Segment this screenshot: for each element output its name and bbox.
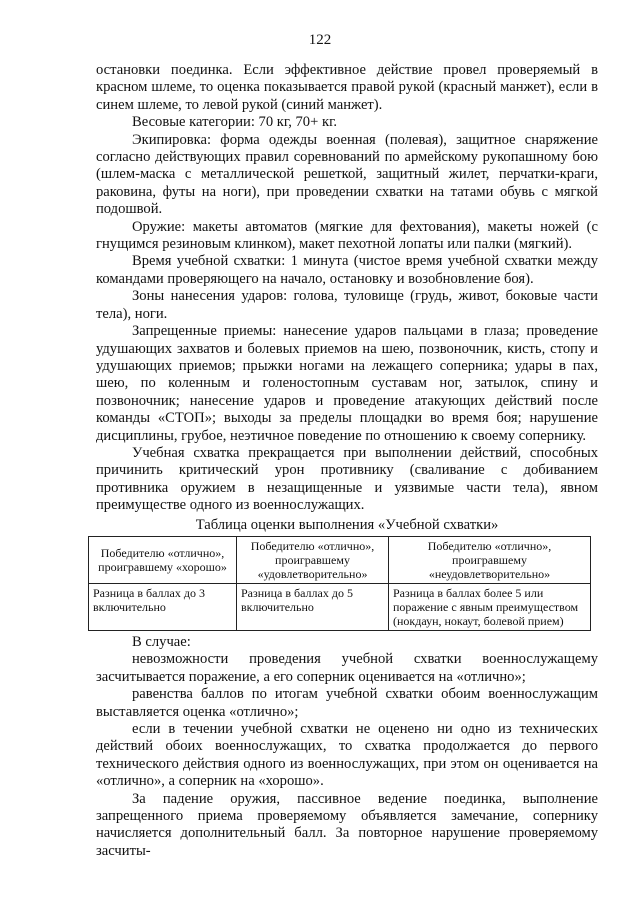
table-header-cell: Победителю «отлично», проигравшему «неудовлетворительно»	[389, 536, 591, 583]
table-header-cell: Победителю «отлично», проигравшему «удовлетворительно»	[237, 536, 389, 583]
table-cell: Разница в баллах до 5 включительно	[237, 583, 389, 630]
table-cell: Разница в баллах более 5 или поражение с явным преимуществом (нокдаун, нокаут, болевой прием)	[389, 583, 591, 630]
paragraph-in-case: В случае:	[132, 633, 191, 650]
paragraph-penalties: За падение оружия, пассивное ведение поединка, выполнение запрещенного приема проверяемому объявляется замечание, сопернику начисляется дополнительный балл. За повторное нарушение проверяемому засчиты-	[96, 790, 598, 859]
page-body	[93, 62, 598, 860]
paragraph-weapons: Оружие: макеты автоматов (мягкие для фехтования), макеты ножей (с гнущимся резиновым клинком), макет пехотной лопаты или палки (мягкий).	[96, 218, 598, 253]
paragraph-equipment: Экипировка: форма одежды военная (полевая), защитное снаряжение согласно действующих правил соревнований по армейскому рукопашному бою (шлем-маска с металлической решеткой, защитный жилет, перчатки-краги, раковина, футы на ноги), при проведении схватки на татами обувь с мягкой подошвой.	[96, 131, 598, 218]
page-number: 122	[308, 32, 332, 48]
paragraph-strike-zones: Зоны нанесения ударов: голова, туловище (грудь, живот, боковые части тела), ноги.	[96, 288, 598, 322]
paragraph-bout-termination: Учебная схватка прекращается при выполнении действий, способных причинить критический урон противнику (сваливание с добиванием противника оружием в незащищенные и уязвимые части тела), явном преимуществе одного из военнослужащих.	[96, 444, 598, 514]
table-cell: Разница в баллах до 3 включительно	[89, 583, 237, 630]
paragraph-case-no-actions: если в течении учебной схватки не оценено ни одно из технических действий обоих военнослужащих, то схватка продолжается до первого технического действия одного из военнослужащих, при этом он оценивается на «отлично», а соперник на «хорошо».	[96, 721, 598, 790]
paragraph-bout-time: Время учебной схватки: 1 минута (чистое время учебной схватки между командами проверяющего на начало, остановку и возобновление боя).	[96, 253, 598, 287]
score-table	[88, 536, 591, 631]
paragraph-forbidden-techniques: Запрещенные приемы: нанесение ударов пальцами в глаза; проведение удушающих захватов и болевых приемов на шею, позвоночник, кисть, стопу и удушающих приемов; прыжки ногами на лежащего соперника; удары в пах, шею, по коленным и голеностопным суставам ног, затылок, спину и позвоночник; нанесение ударов и проведение атакующих действий после команды «СТОП»; выходы за пределы площадки во время боя; нарушение дисциплины, грубое, неэтичное поведение по отношению к своему сопернику.	[96, 323, 598, 444]
table-header-row	[89, 536, 591, 583]
table-row	[89, 583, 591, 630]
table-header-cell: Победителю «отлично», проигравшему «хорошо»	[89, 536, 237, 583]
paragraph-case-impossible: невозможности проведения учебной схватки военнослужащему засчитывается поражение, а его соперник оценивается на «отлично»;	[96, 651, 598, 685]
paragraph-weight-categories: Весовые категории: 70 кг, 70+ кг.	[132, 114, 338, 131]
paragraph-intro-continuation: остановки поединка. Если эффективное действие провел проверяемый в красном шлеме, то оценка показывается правой рукой (красный манжет), если в синем шлеме, то левой рукой (синий манжет).	[96, 62, 598, 113]
paragraph-case-equal-score: равенства баллов по итогам учебной схватки обоим военнослужащим выставляется оценка «отлично»;	[96, 686, 598, 720]
table-caption: Таблица оценки выполнения «Учебной схватки»	[195, 516, 499, 533]
